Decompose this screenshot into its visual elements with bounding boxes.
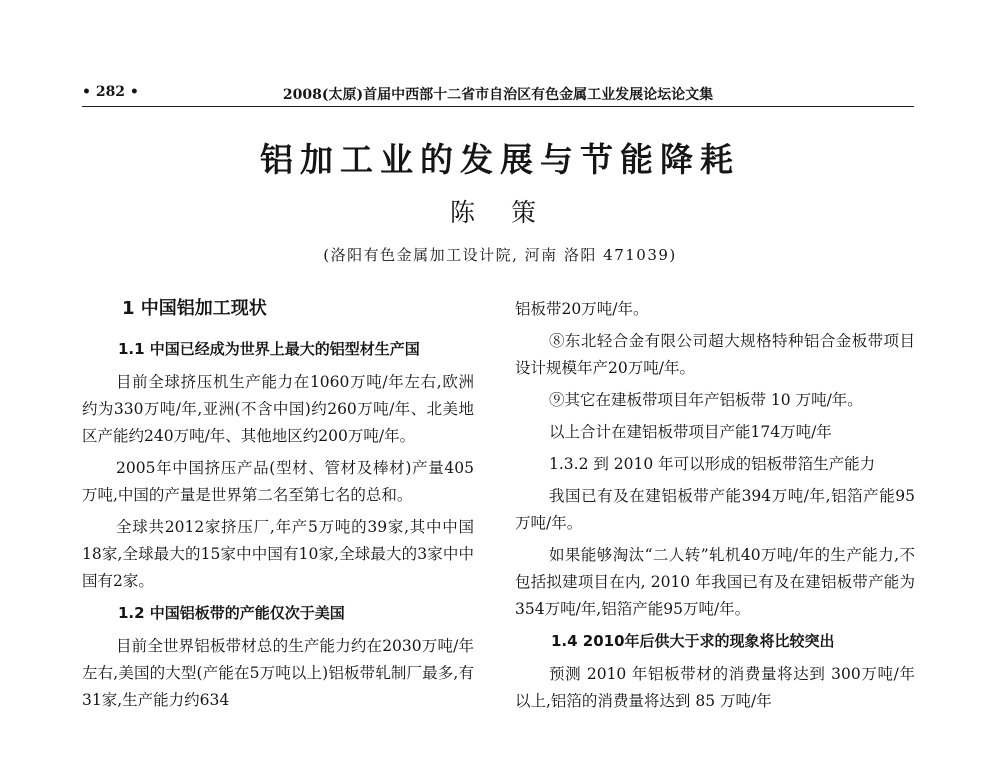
subsection-heading-1-4: 1.4 2010年后供大于求的现象将比较突出 [551,632,835,650]
author-name: 陈 策 [450,198,550,227]
paragraph: 我国已有及在建铝板带产能394万吨/年,铝箔产能95万吨/年。 [515,487,915,532]
paragraph: 铝板带20万吨/年。 [515,300,649,318]
page-header [82,84,914,107]
section-heading: 1 中国铝加工现状 [122,298,267,319]
paragraph: 全球共2012家挤压厂,年产5万吨的39家,其中中国18家,全球最大的15家中中国有10家,全球最大的3家中中国有2家。 [82,518,474,590]
paragraph: 2005年中国挤压产品(型材、管材及棒材)产量405万吨,中国的产量是世界第二名至第七名的总和。 [82,459,474,504]
page-number: • 282 • [82,84,139,100]
author-affiliation: (洛阳有色金属加工设计院, 河南 洛阳 471039) [323,246,677,264]
paragraph: 预测 2010 年铝板带材的消费量将达到 300万吨/年以上,铝箔的消费量将达到 85 万吨/年 [515,665,915,710]
paragraph: 1.3.2 到 2010 年可以形成的铝板带箔生产能力 [549,455,876,473]
paragraph: 如果能够淘汰“二人转”轧机40万吨/年的生产能力,不包括拟建项目在内, 2010 年我国已有及在建铝板带产能为354万吨/年,铝箔产能95万吨/年。 [515,546,915,618]
article-title: 铝加工业的发展与节能降耗 [260,140,740,179]
paragraph: 以上合计在建铝板带项目产能174万吨/年 [549,423,832,441]
paragraph: 目前全世界铝板带材总的生产能力约在2030万吨/年左右,美国的大型(产能在5万吨以上)铝板带轧制厂最多,有31家,生产能力约634 [82,637,474,709]
left-column [82,294,474,719]
subsection-heading-1-2: 1.2 中国铝板带的产能仅次于美国 [118,604,345,622]
paragraph: ⑧东北轻合金有限公司超大规格特种铝合金板带项目设计规模年产20万吨/年。 [515,332,915,377]
paragraph: ⑨其它在建板带项目年产铝板带 10 万吨/年。 [549,391,863,409]
subsection-heading-1-1: 1.1 中国已经成为世界上最大的铝型材生产国 [118,340,420,358]
right-column [515,296,915,720]
paragraph: 目前全球挤压机生产能力在1060万吨/年左右,欧洲约为330万吨/年,亚洲(不含中国)约260万吨/年、北美地区产能约240万吨/年、其他地区约200万吨/年。 [82,373,474,445]
running-title: 2008(太原)首届中西部十二省市自治区有色金属工业发展论坛论文集 [282,87,714,103]
